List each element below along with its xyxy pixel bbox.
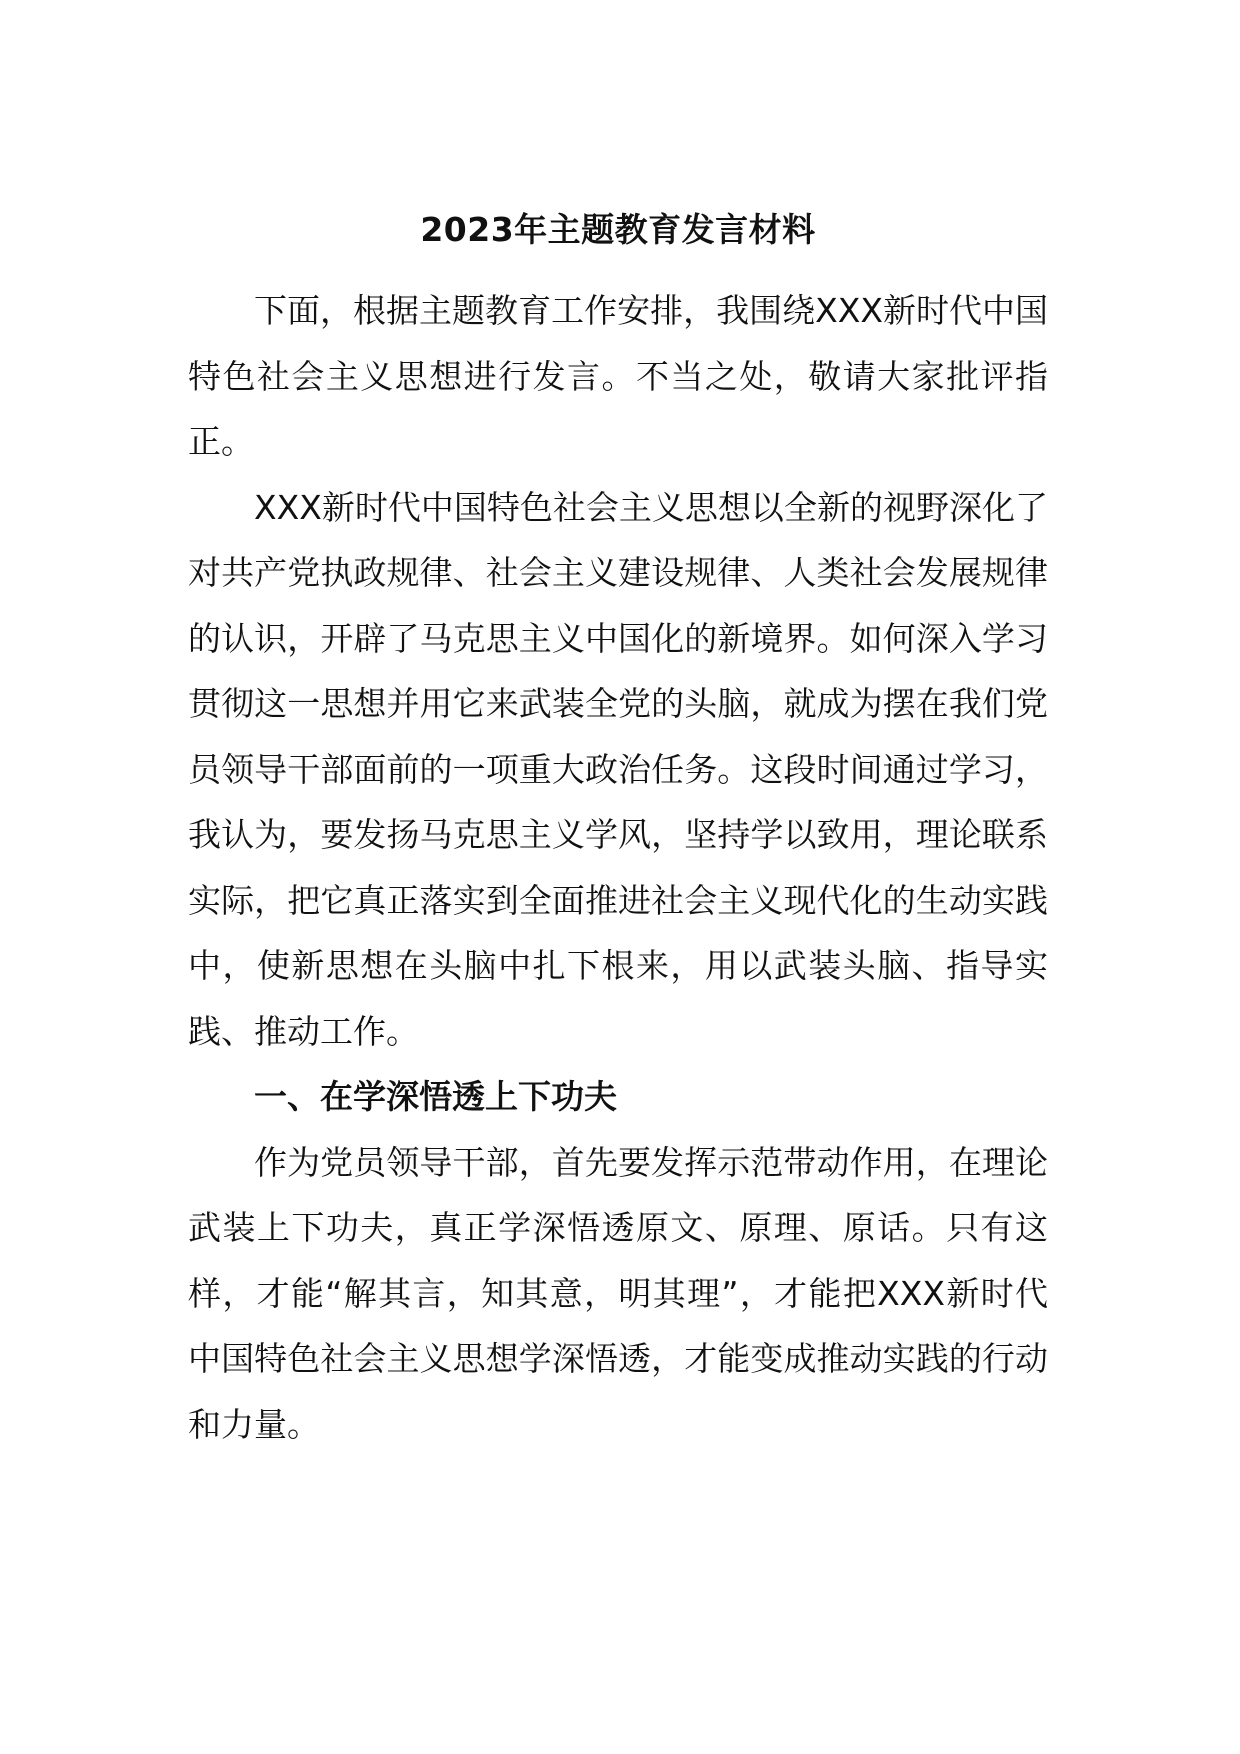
intro-paragraph: 下面，根据主题教育工作安排，我围绕XXX新时代中国特色社会主义思想进行发言。不当之处，敬请大家批评指正。 [188,291,1048,461]
section-heading: 一、在学深悟透上下功夫 [254,1077,617,1116]
document-title: 2023年主题教育发言材料 [420,210,816,249]
body-paragraph: XXX新时代中国特色社会主义思想以全新的视野深化了对共产党执政规律、社会主义建设规律、人类社会发展规律的认识，开辟了马克思主义中国化的新境界。如何深入学习贯彻这一思想并用它来武装全党的头脑，就成为摆在我们党员领导干部面前的一项重大政治任务。这段时间通过学习，我认为，要发扬马克思主义学风，坚持学以致用，理论联系实际，把它真正落实到全面推进社会主义现代化的生动实践中，使新思想在头脑中扎下根来，用以武装头脑、指导实践、推动工作。 [188,487,1048,1051]
document-body [188,204,1048,1457]
section-paragraph: 作为党员领导干部，首先要发挥示范带动作用，在理论武装上下功夫，真正学深悟透原文、原理、原话。只有这样，才能“解其言，知其意，明其理”，才能把XXX新时代中国特色社会主义思想学深悟透，才能变成推动实践的行动和力量。 [188,1142,1048,1444]
